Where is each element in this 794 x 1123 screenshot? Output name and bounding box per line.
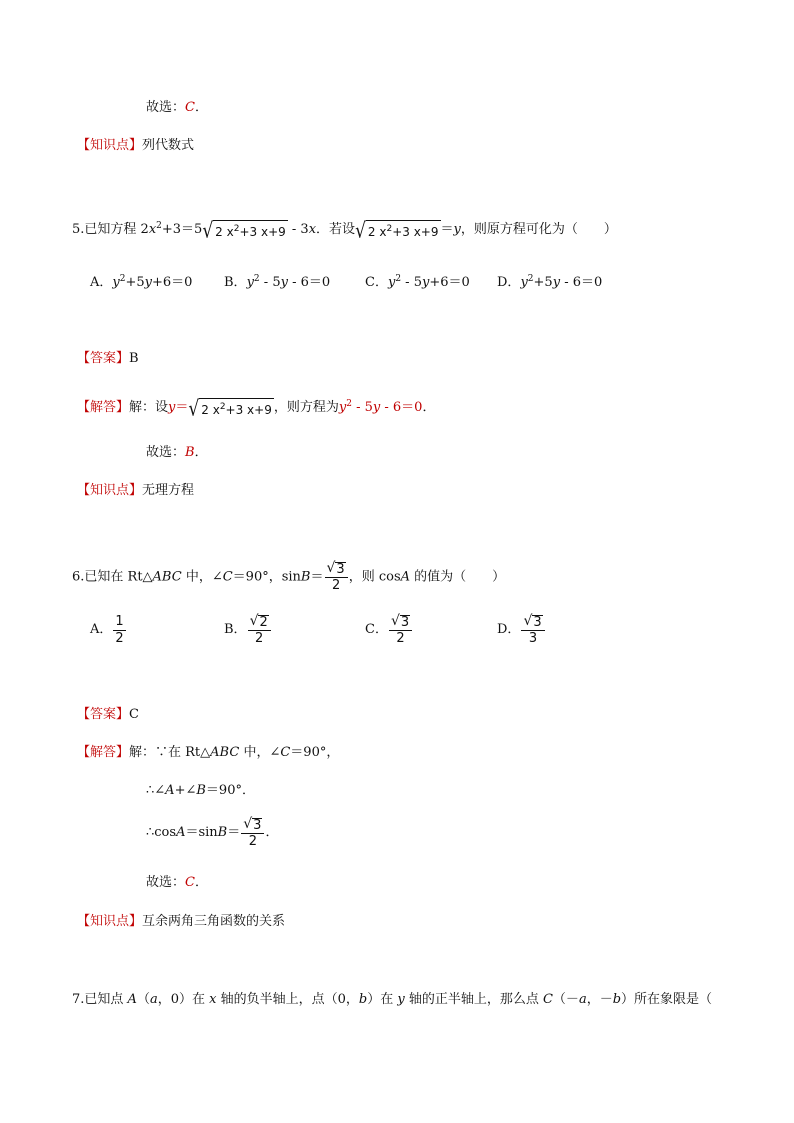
radicand: +3 x+9 — [225, 402, 272, 417]
fraction: √ 3 2 — [325, 560, 348, 594]
stem-text: 的值为（ ） — [410, 569, 506, 585]
exponent: 2 — [233, 223, 240, 234]
var-b: B — [196, 783, 206, 798]
stem-text: ＝ — [310, 569, 324, 585]
stem-text: ，则 cos — [348, 569, 401, 585]
var-a: A — [400, 569, 411, 585]
option-text: - 5 — [259, 275, 281, 290]
var-b: b — [358, 992, 368, 1007]
var-a: a — [149, 992, 158, 1007]
stem-text: 中，∠ — [181, 569, 223, 585]
period: ． — [422, 400, 436, 415]
solution-text: ＝90°， — [290, 745, 340, 760]
fraction: √ 2 2 — [248, 613, 271, 647]
stem-text: ）所在象限是（ — [621, 992, 713, 1007]
triangle-name: ABC — [210, 745, 240, 760]
stem-text: （ — [136, 992, 150, 1007]
var-y: y — [112, 275, 120, 290]
option-label: C． — [365, 622, 388, 637]
exponent: 2 — [527, 274, 534, 284]
q6-option-a[interactable] — [90, 612, 127, 648]
period: ． — [194, 875, 208, 890]
exponent: 2 — [119, 274, 126, 284]
option-text: - 6＝0 — [287, 275, 331, 290]
exponent: 2 — [156, 221, 162, 231]
var-y: y — [397, 992, 405, 1007]
stem-text: ，－ — [586, 992, 613, 1007]
solution-text: ＝90°． — [205, 783, 255, 798]
q6-solution-line-3 — [146, 815, 278, 851]
option-text: +6＝0 — [152, 275, 193, 290]
sqrt-expression: √ 2 $x^2+3$ x+9 — [188, 396, 272, 421]
denominator: 3 — [528, 630, 538, 646]
var-b: B — [300, 569, 311, 585]
solution-text: ＝sin — [185, 825, 218, 840]
var-y: y — [372, 400, 381, 415]
q5-option-a[interactable] — [90, 269, 192, 293]
var-y: y — [338, 400, 347, 415]
radicand: 2 x — [215, 224, 234, 239]
option-label: A． — [90, 622, 113, 637]
option-label: D． — [497, 275, 521, 290]
exponent: 2 — [395, 274, 402, 284]
solution-text: ，则方程为 — [273, 400, 339, 415]
solution-text: 解：设 — [129, 400, 169, 415]
q6-option-c[interactable] — [365, 612, 413, 648]
q5-option-b[interactable] — [224, 269, 330, 293]
stem-text: ．若设 — [316, 222, 356, 237]
solution-text: ∴∠ — [146, 783, 166, 798]
stem-text: ＝ — [440, 222, 454, 237]
answer-value: C — [129, 707, 139, 722]
solution-text: ＝ — [227, 825, 241, 840]
choose-answer: B — [185, 445, 195, 460]
var-y: y — [552, 275, 561, 290]
period: ． — [194, 100, 208, 115]
q4-knowledge-point — [77, 136, 194, 156]
var-x: x — [308, 222, 317, 237]
q5-option-d[interactable] — [497, 269, 602, 293]
q5-solution — [77, 394, 436, 421]
stem-text: 6.已知在 Rt△ — [72, 569, 153, 585]
option-label: C． — [365, 275, 388, 290]
var-a: a — [578, 992, 587, 1007]
var-y: y — [168, 400, 176, 415]
solution-text: - 5 — [351, 400, 373, 415]
var-x: x — [148, 222, 157, 237]
q5-answer — [77, 349, 139, 369]
choose-label: 故选： — [146, 875, 186, 890]
var-b: B — [217, 825, 228, 840]
q6-knowledge-point — [77, 912, 285, 932]
option-text: +6＝0 — [429, 275, 470, 290]
stem-text: 轴的正半轴上，那么点 — [404, 992, 543, 1007]
var-y: y — [453, 222, 461, 237]
knowledge-text: 无理方程 — [142, 483, 195, 498]
option-label: A． — [90, 275, 113, 290]
stem-text: ，0）在 — [157, 992, 210, 1007]
period: ． — [194, 445, 208, 460]
fraction: √ 3 2 — [241, 816, 264, 850]
sqrt-expression: √ 2 $x^2+3$ x+9 — [355, 218, 439, 243]
stem-text: ＝90°，sin — [232, 569, 301, 585]
numerator: 3 — [336, 562, 345, 577]
stem-text: 7.已知点 — [72, 992, 128, 1007]
var-a: A — [165, 783, 175, 798]
knowledge-tag: 【知识点】 — [77, 138, 143, 153]
var-y: y — [387, 275, 396, 290]
q6-option-b[interactable] — [224, 612, 272, 648]
option-text: - 6＝0 — [560, 275, 603, 290]
exponent: 2 — [346, 399, 352, 409]
q6-answer — [77, 705, 139, 725]
solution-text: 解：∵在 Rt△ — [129, 745, 211, 760]
var-c: C — [280, 745, 291, 760]
solution-text: - 6＝0 — [380, 400, 423, 415]
option-text: - 5 — [401, 275, 422, 290]
q6-solution-line-2 — [146, 781, 255, 801]
knowledge-tag: 【知识点】 — [77, 483, 143, 498]
solution-tag: 【解答】 — [77, 745, 130, 760]
choose-answer: C — [185, 100, 195, 115]
q6-solution-line-1 — [77, 743, 339, 763]
var-b: b — [612, 992, 622, 1007]
var-x: x — [209, 992, 217, 1007]
var-y: y — [144, 275, 153, 290]
choose-answer: C — [185, 875, 195, 890]
var-y: y — [421, 275, 430, 290]
stem-text: （－ — [552, 992, 579, 1007]
fraction — [113, 613, 125, 647]
q5-choose-line — [146, 443, 208, 463]
radicand: +3 x+9 — [239, 224, 286, 239]
q4-choose-line — [146, 98, 208, 118]
q6-stem — [72, 560, 505, 595]
solution-text: ＝ — [175, 400, 189, 415]
solution-text: 中，∠ — [239, 745, 281, 760]
exponent: 2 — [219, 401, 226, 412]
solution-text: ∴cos — [146, 825, 177, 840]
option-text: +5 — [533, 275, 553, 290]
denominator: 2 — [115, 630, 124, 646]
knowledge-text: 列代数式 — [142, 138, 195, 153]
period: ． — [265, 825, 279, 840]
stem-text: +3＝5 — [161, 222, 203, 237]
solution-tag: 【解答】 — [77, 400, 130, 415]
stem-text: - 3 — [287, 222, 309, 237]
denominator: 2 — [255, 630, 264, 646]
sqrt-expression: √ 2 $x^2+3$ x+9 — [202, 218, 286, 243]
point-c: C — [542, 992, 553, 1007]
option-text: +5 — [125, 275, 145, 290]
stem-text: 5.已知方程 2 — [72, 222, 149, 237]
choose-label: 故选： — [146, 445, 186, 460]
numerator: 3 — [533, 614, 542, 630]
fraction: √ 3 3 — [521, 613, 544, 647]
var-y: y — [246, 275, 254, 290]
numerator: 2 — [259, 614, 268, 630]
numerator: 3 — [400, 614, 410, 630]
triangle-name: ABC — [152, 569, 182, 585]
knowledge-text: 互余两角三角函数的关系 — [142, 914, 286, 929]
numerator: 3 — [253, 817, 262, 833]
q7-stem — [72, 990, 712, 1010]
exponent: 2 — [386, 223, 393, 234]
answer-tag: 【答案】 — [77, 351, 130, 366]
q5-stem — [72, 216, 617, 243]
q5-option-c[interactable] — [365, 269, 470, 293]
var-c: C — [222, 569, 233, 585]
denominator: 2 — [331, 578, 341, 593]
option-label: B． — [224, 622, 247, 637]
numerator: 1 — [115, 613, 124, 629]
denominator: 2 — [248, 833, 257, 849]
q5-knowledge-point — [77, 481, 194, 501]
var-y: y — [520, 275, 528, 290]
answer-value: B — [129, 351, 139, 366]
point-a: A — [127, 992, 137, 1007]
radicand: +3 x+9 — [392, 224, 439, 239]
choose-label: 故选： — [146, 100, 186, 115]
option-label: B． — [224, 275, 247, 290]
denominator: 2 — [396, 630, 405, 646]
stem-text: ，则原方程可化为（ ） — [460, 222, 617, 237]
var-y: y — [280, 275, 288, 290]
stem-text: ）在 — [367, 992, 398, 1007]
q6-option-d[interactable] — [497, 612, 546, 648]
radicand: 2 x — [201, 402, 220, 417]
solution-text: +∠ — [174, 783, 197, 798]
fraction: √ 3 2 — [389, 613, 412, 647]
exponent: 2 — [253, 274, 260, 284]
stem-text: 轴的负半轴上，点（0， — [216, 992, 359, 1007]
var-a: A — [176, 825, 186, 840]
option-label: D． — [497, 622, 521, 637]
knowledge-tag: 【知识点】 — [77, 914, 143, 929]
q6-choose-line — [146, 873, 208, 893]
radicand: 2 x — [367, 224, 387, 239]
answer-tag: 【答案】 — [77, 707, 130, 722]
